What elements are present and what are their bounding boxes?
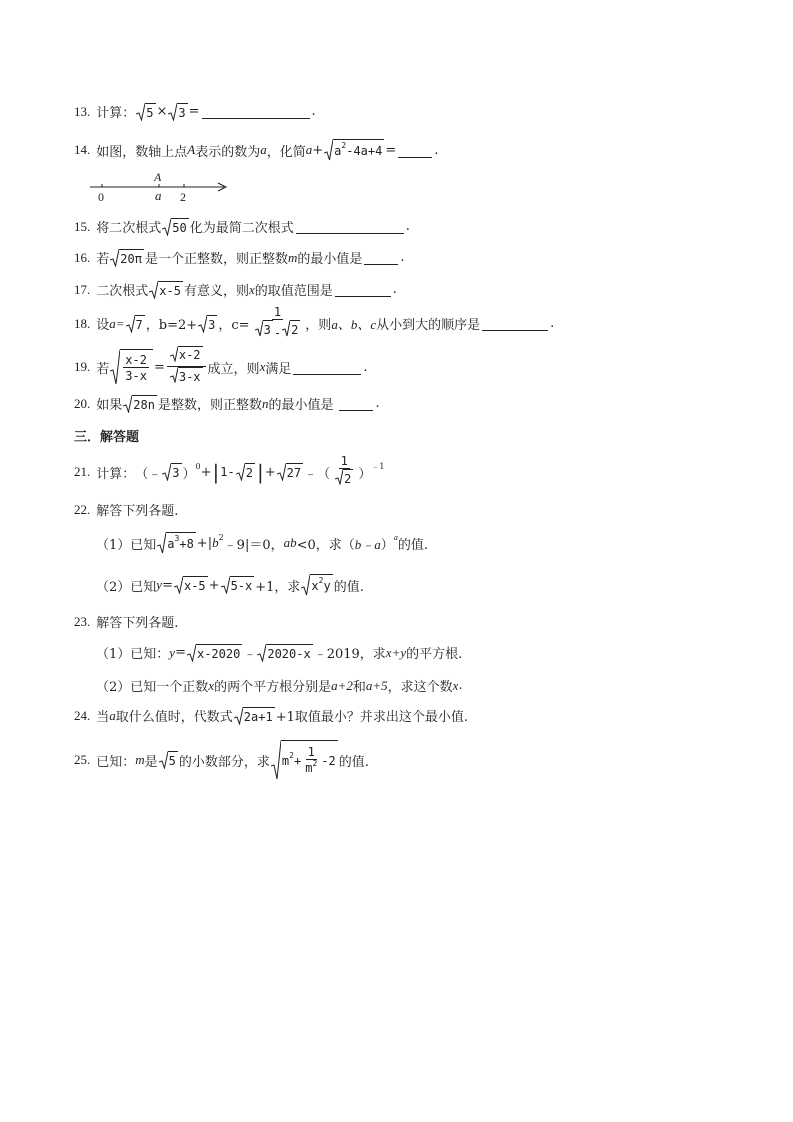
radical-sign-icon [168, 103, 177, 121]
sqrt [110, 249, 144, 267]
prompt-text: 解答下列各题. [96, 616, 179, 631]
sqrt [324, 139, 384, 161]
radicand-rest: -2 [321, 754, 336, 768]
radical-sign-icon [149, 281, 158, 299]
answer-blank[interactable] [339, 396, 373, 411]
question-23 [74, 612, 178, 631]
prompt-text: 的两个平方根分别是 [214, 680, 332, 695]
sqrt [110, 349, 153, 385]
minus-sign: ﹣ [243, 647, 257, 662]
answer-blank[interactable] [293, 360, 361, 375]
paren: ） [358, 466, 372, 482]
sqrt [335, 469, 353, 487]
radical-sign-icon [221, 576, 230, 594]
question-number: 16. [74, 249, 91, 265]
exponent: 2 [318, 575, 324, 585]
part-label: （1）已知 [96, 537, 157, 553]
point-label: A [187, 142, 196, 157]
period: . [311, 104, 316, 119]
sqrt [282, 320, 300, 338]
fraction [167, 346, 206, 388]
number-line-icon [88, 168, 238, 204]
period: . [405, 219, 410, 234]
prompt-text: <0，求（ [296, 537, 355, 553]
radicand-var: a [334, 144, 342, 158]
prompt-text: 是 [144, 754, 158, 770]
fraction [332, 454, 356, 490]
radicand: 2 [290, 320, 300, 338]
sqrt [170, 367, 203, 385]
radical-sign-icon [174, 576, 183, 594]
question-19 [74, 346, 368, 388]
question-24 [74, 706, 468, 725]
plus-sign: + [200, 464, 212, 480]
variable: b [212, 535, 219, 550]
denominator [332, 469, 356, 490]
point-a-label: A [154, 170, 162, 184]
sqrt [149, 281, 183, 299]
variable: x [208, 677, 215, 693]
prompt-text: 二次根式 [96, 284, 149, 299]
radicand: 2a+1 [243, 707, 275, 725]
radical-sign-icon [236, 463, 245, 481]
variable: y [169, 644, 176, 660]
radicand: 27 [286, 463, 303, 481]
sqrt [170, 346, 203, 362]
prompt-text: ，化简 [266, 144, 306, 160]
sqrt [221, 576, 255, 594]
radicand: 2 [343, 469, 353, 487]
radicand: 3 [207, 315, 217, 333]
plus-sign: + [293, 754, 302, 768]
answer-blank[interactable] [398, 143, 432, 158]
radicand-var: m [281, 754, 290, 768]
minus-sign: ﹣ [304, 466, 318, 482]
question-number: 23. [74, 613, 91, 629]
radical-sign-icon [170, 346, 178, 362]
radical-sign-icon [198, 315, 207, 333]
fraction [123, 353, 149, 384]
prompt-text: 的值. [338, 754, 369, 770]
radicand: 2 [245, 463, 255, 481]
prompt-text: 化为最简二次根式 [189, 221, 294, 236]
question-25 [74, 740, 369, 780]
radicand [166, 532, 196, 554]
variable: m [135, 752, 145, 767]
radical-sign-icon [324, 139, 333, 161]
question-number: 20. [74, 395, 91, 411]
radicand-var: x [311, 579, 319, 593]
radicand-var: a [167, 537, 175, 551]
answer-blank[interactable] [296, 219, 404, 234]
prompt-text: 成立，则 [207, 361, 260, 377]
numerator: 1 [273, 305, 282, 319]
answer-blank[interactable] [335, 282, 391, 297]
question-17 [74, 280, 397, 299]
plus-sign: + [208, 577, 220, 593]
question-20 [74, 394, 380, 413]
part-label: （2）已知 [96, 579, 157, 595]
radicand: 20π [119, 249, 144, 267]
prompt-text: 设 [96, 318, 110, 333]
prompt-text: 的最小值是 [268, 398, 334, 413]
radicand: 3 [263, 320, 273, 338]
prompt-text: 的值. [397, 537, 428, 553]
prompt-text: 若 [96, 252, 110, 267]
variable: a= [109, 315, 125, 331]
radical-sign-icon [255, 320, 263, 337]
period: . [363, 359, 368, 375]
radical-sign-icon [335, 469, 343, 485]
sqrt [126, 315, 145, 333]
radicand: 3 [177, 103, 187, 121]
prompt-text: ，b=2+ [145, 318, 198, 333]
prompt-text: 的小数部分，求 [178, 754, 270, 770]
equals-sign: = [188, 104, 200, 119]
radical-sign-icon [126, 315, 135, 333]
paren: ） [182, 466, 196, 482]
question-number: 15. [74, 218, 91, 234]
variables: a、b、c [331, 317, 377, 332]
question-number: 19. [74, 359, 91, 374]
question-number: 18. [74, 315, 91, 331]
question-14 [74, 139, 438, 161]
exponent: 3 [174, 533, 180, 543]
radicand: x-2 [178, 348, 201, 362]
question-18 [74, 305, 554, 342]
prompt-text: 的值. [333, 579, 364, 595]
period: . [434, 142, 439, 158]
abs-bar: | [212, 460, 220, 484]
prompt-text: 是整数，则正整数 [157, 398, 262, 413]
question-23-part-1 [96, 643, 462, 662]
prompt-text: 的最小值是 [297, 252, 363, 267]
numerator [167, 346, 206, 367]
radicand-rest: -4a+4 [346, 144, 383, 158]
exponent: 0 [195, 461, 201, 471]
prompt-text: 表示的数为 [195, 144, 261, 160]
radicand: 3 [171, 463, 181, 481]
variable: x [452, 677, 459, 693]
radicand [281, 740, 338, 780]
sqrt [159, 751, 178, 769]
fraction [252, 305, 304, 342]
radical-sign-icon [277, 463, 286, 481]
sqrt [236, 463, 255, 481]
question-number: 25. [74, 752, 91, 767]
answer-blank[interactable] [482, 316, 548, 331]
variable: a+5 [365, 677, 388, 693]
sqrt [198, 315, 217, 333]
radicand-var: m [305, 760, 313, 775]
denominator [252, 320, 304, 342]
radical-sign-icon [282, 320, 290, 337]
radicand-var: y [323, 579, 331, 593]
sqrt [174, 576, 208, 594]
tick-label-2: 2 [180, 190, 186, 204]
sqrt [301, 574, 332, 596]
prompt-text: ﹣9|＝0， [223, 537, 284, 553]
radical-sign-icon [157, 532, 166, 554]
radicand: 3-x [178, 367, 203, 385]
radicand [310, 574, 332, 596]
radicand: 50 [171, 218, 188, 236]
numerator: x-2 [125, 352, 147, 367]
prompt-text: 已知： [96, 754, 136, 770]
equals-sign: = [175, 645, 186, 660]
numerator: 1 [307, 744, 315, 759]
abs-bar: | [256, 460, 264, 484]
variable: x+y [385, 644, 407, 660]
period: . [458, 678, 463, 693]
radical-sign-icon [271, 740, 281, 780]
radical-sign-icon [110, 249, 119, 267]
exponent: 2 [289, 750, 294, 760]
prompt-text: 解答下列各题. [96, 504, 179, 519]
equals-sign: = [385, 142, 397, 158]
paren: （ [317, 466, 331, 482]
number-line-figure [88, 168, 238, 204]
question-15 [74, 217, 410, 236]
variable: b﹣a [354, 536, 381, 552]
prompt-text: +| [196, 535, 213, 551]
variable: y [156, 577, 163, 592]
question-number: 22. [74, 501, 91, 517]
prompt-text: ，则 [305, 318, 332, 333]
radicand: x-5 [158, 281, 183, 299]
sqrt [123, 395, 157, 413]
sqrt [187, 644, 242, 662]
answer-blank[interactable] [364, 250, 398, 265]
question-number: 21. [74, 464, 91, 479]
variable: a+2 [331, 677, 353, 693]
question-22-part-1 [96, 532, 428, 554]
prompt-text: 和 [352, 680, 366, 695]
radical-sign-icon [136, 103, 145, 121]
prompt-text: 有意义，则 [183, 284, 249, 299]
answer-blank[interactable] [202, 104, 310, 119]
period: . [375, 396, 380, 411]
part-label: （1）已知： [96, 647, 170, 662]
variable: ab [283, 535, 297, 550]
prompt-text: 从小到大的顺序是 [376, 318, 481, 333]
variable: a [260, 142, 267, 157]
prompt-text: 取什么值时，代数式 [115, 710, 233, 725]
variable: x [248, 281, 255, 297]
radicand: 7 [135, 315, 145, 333]
prompt-text: （2）已知一个正数 [96, 680, 209, 695]
question-22-part-2 [96, 574, 364, 596]
question-number: 17. [74, 281, 91, 297]
prompt-text: 的取值范围是 [254, 284, 333, 299]
radical-sign-icon [257, 644, 266, 662]
prompt-text: 是一个正整数，则正整数 [144, 252, 288, 267]
sqrt [257, 644, 312, 662]
plus-sign: + [312, 142, 324, 158]
variable: m [287, 249, 298, 265]
radical-sign-icon [162, 218, 171, 236]
question-21 [74, 454, 384, 490]
exponent: 2 [218, 532, 224, 542]
question-23-part-2 [96, 676, 463, 695]
question-22 [74, 500, 178, 519]
tick-label-a: a [155, 188, 162, 203]
period: . [400, 250, 405, 265]
radicand-rest: +8 [179, 537, 194, 551]
equals-sign: = [153, 359, 165, 375]
period: . [392, 282, 397, 297]
question-number: 13. [74, 103, 91, 119]
plus-sign: + [264, 464, 276, 480]
prompt-text: 满足 [265, 361, 292, 377]
prompt-text: 的平方根. [406, 647, 463, 662]
sqrt [136, 103, 155, 121]
radicand: 28n [132, 395, 157, 413]
prompt-text: +1取值最小？并求出这个最小值. [275, 710, 468, 725]
equals-sign: = [162, 577, 173, 593]
tick-label-0: 0 [98, 190, 104, 204]
radicand: x-5 [183, 576, 208, 594]
denominator: 3-x [125, 368, 147, 383]
prompt-text: 计算： [96, 106, 136, 121]
prompt-text: 将二次根式 [96, 221, 162, 236]
sqrt [168, 103, 187, 121]
radical-sign-icon [123, 395, 132, 413]
exponent: 2 [341, 140, 347, 150]
radical-sign-icon [301, 574, 310, 596]
times-sign: × [156, 104, 168, 119]
section-heading [74, 426, 139, 445]
sqrt [277, 463, 303, 481]
paren: （﹣ [135, 466, 162, 482]
prompt-text: 当 [96, 710, 110, 725]
prompt-text: ﹣2019，求 [313, 647, 386, 662]
radicand [120, 349, 153, 385]
question-number: 24. [74, 707, 91, 723]
sqrt [234, 707, 275, 725]
variable: n [261, 395, 269, 411]
radicand: x-2020 [196, 644, 242, 662]
radicand: 5 [145, 103, 155, 121]
period: . [550, 316, 555, 331]
question-13 [74, 102, 316, 121]
radicand: 2020-x [266, 644, 312, 662]
section-title: 三．解答题 [74, 430, 140, 445]
sqrt [162, 463, 181, 481]
radical-sign-icon [170, 367, 178, 383]
sqrt [162, 218, 188, 236]
exponent: 2 [312, 758, 318, 768]
term: 1- [220, 465, 235, 479]
variable: a [305, 142, 313, 157]
fraction [303, 745, 319, 778]
radicand [333, 139, 384, 161]
radical-sign-icon [159, 751, 168, 769]
prompt-text: 如图，数轴上点 [96, 144, 188, 160]
prompt-text: 计算： [96, 466, 136, 482]
variable: x [259, 359, 266, 374]
prompt-text: ，求这个数 [387, 680, 453, 695]
radical-sign-icon [234, 707, 243, 725]
prompt-text: 如果 [96, 398, 123, 413]
exponent: ﹣1 [371, 461, 385, 471]
numerator: 1 [340, 454, 348, 468]
radical-sign-icon [187, 644, 196, 662]
prompt-text: +1，求 [255, 579, 301, 595]
radical-sign-icon [110, 349, 120, 385]
prompt-text: ） [380, 537, 394, 553]
question-number: 14. [74, 142, 91, 157]
sqrt [157, 532, 196, 554]
minus-sign: - [273, 326, 282, 340]
denominator [167, 367, 206, 388]
radicand: 5-x [230, 576, 255, 594]
variable: a [109, 707, 116, 723]
denominator [303, 760, 319, 778]
radicand: 5 [168, 751, 178, 769]
sqrt [271, 740, 338, 780]
sqrt [255, 320, 273, 338]
question-16 [74, 248, 405, 267]
prompt-text: 若 [96, 361, 110, 377]
prompt-text: ，c= [218, 318, 250, 333]
exponent: a [393, 532, 398, 542]
radical-sign-icon [162, 463, 171, 481]
